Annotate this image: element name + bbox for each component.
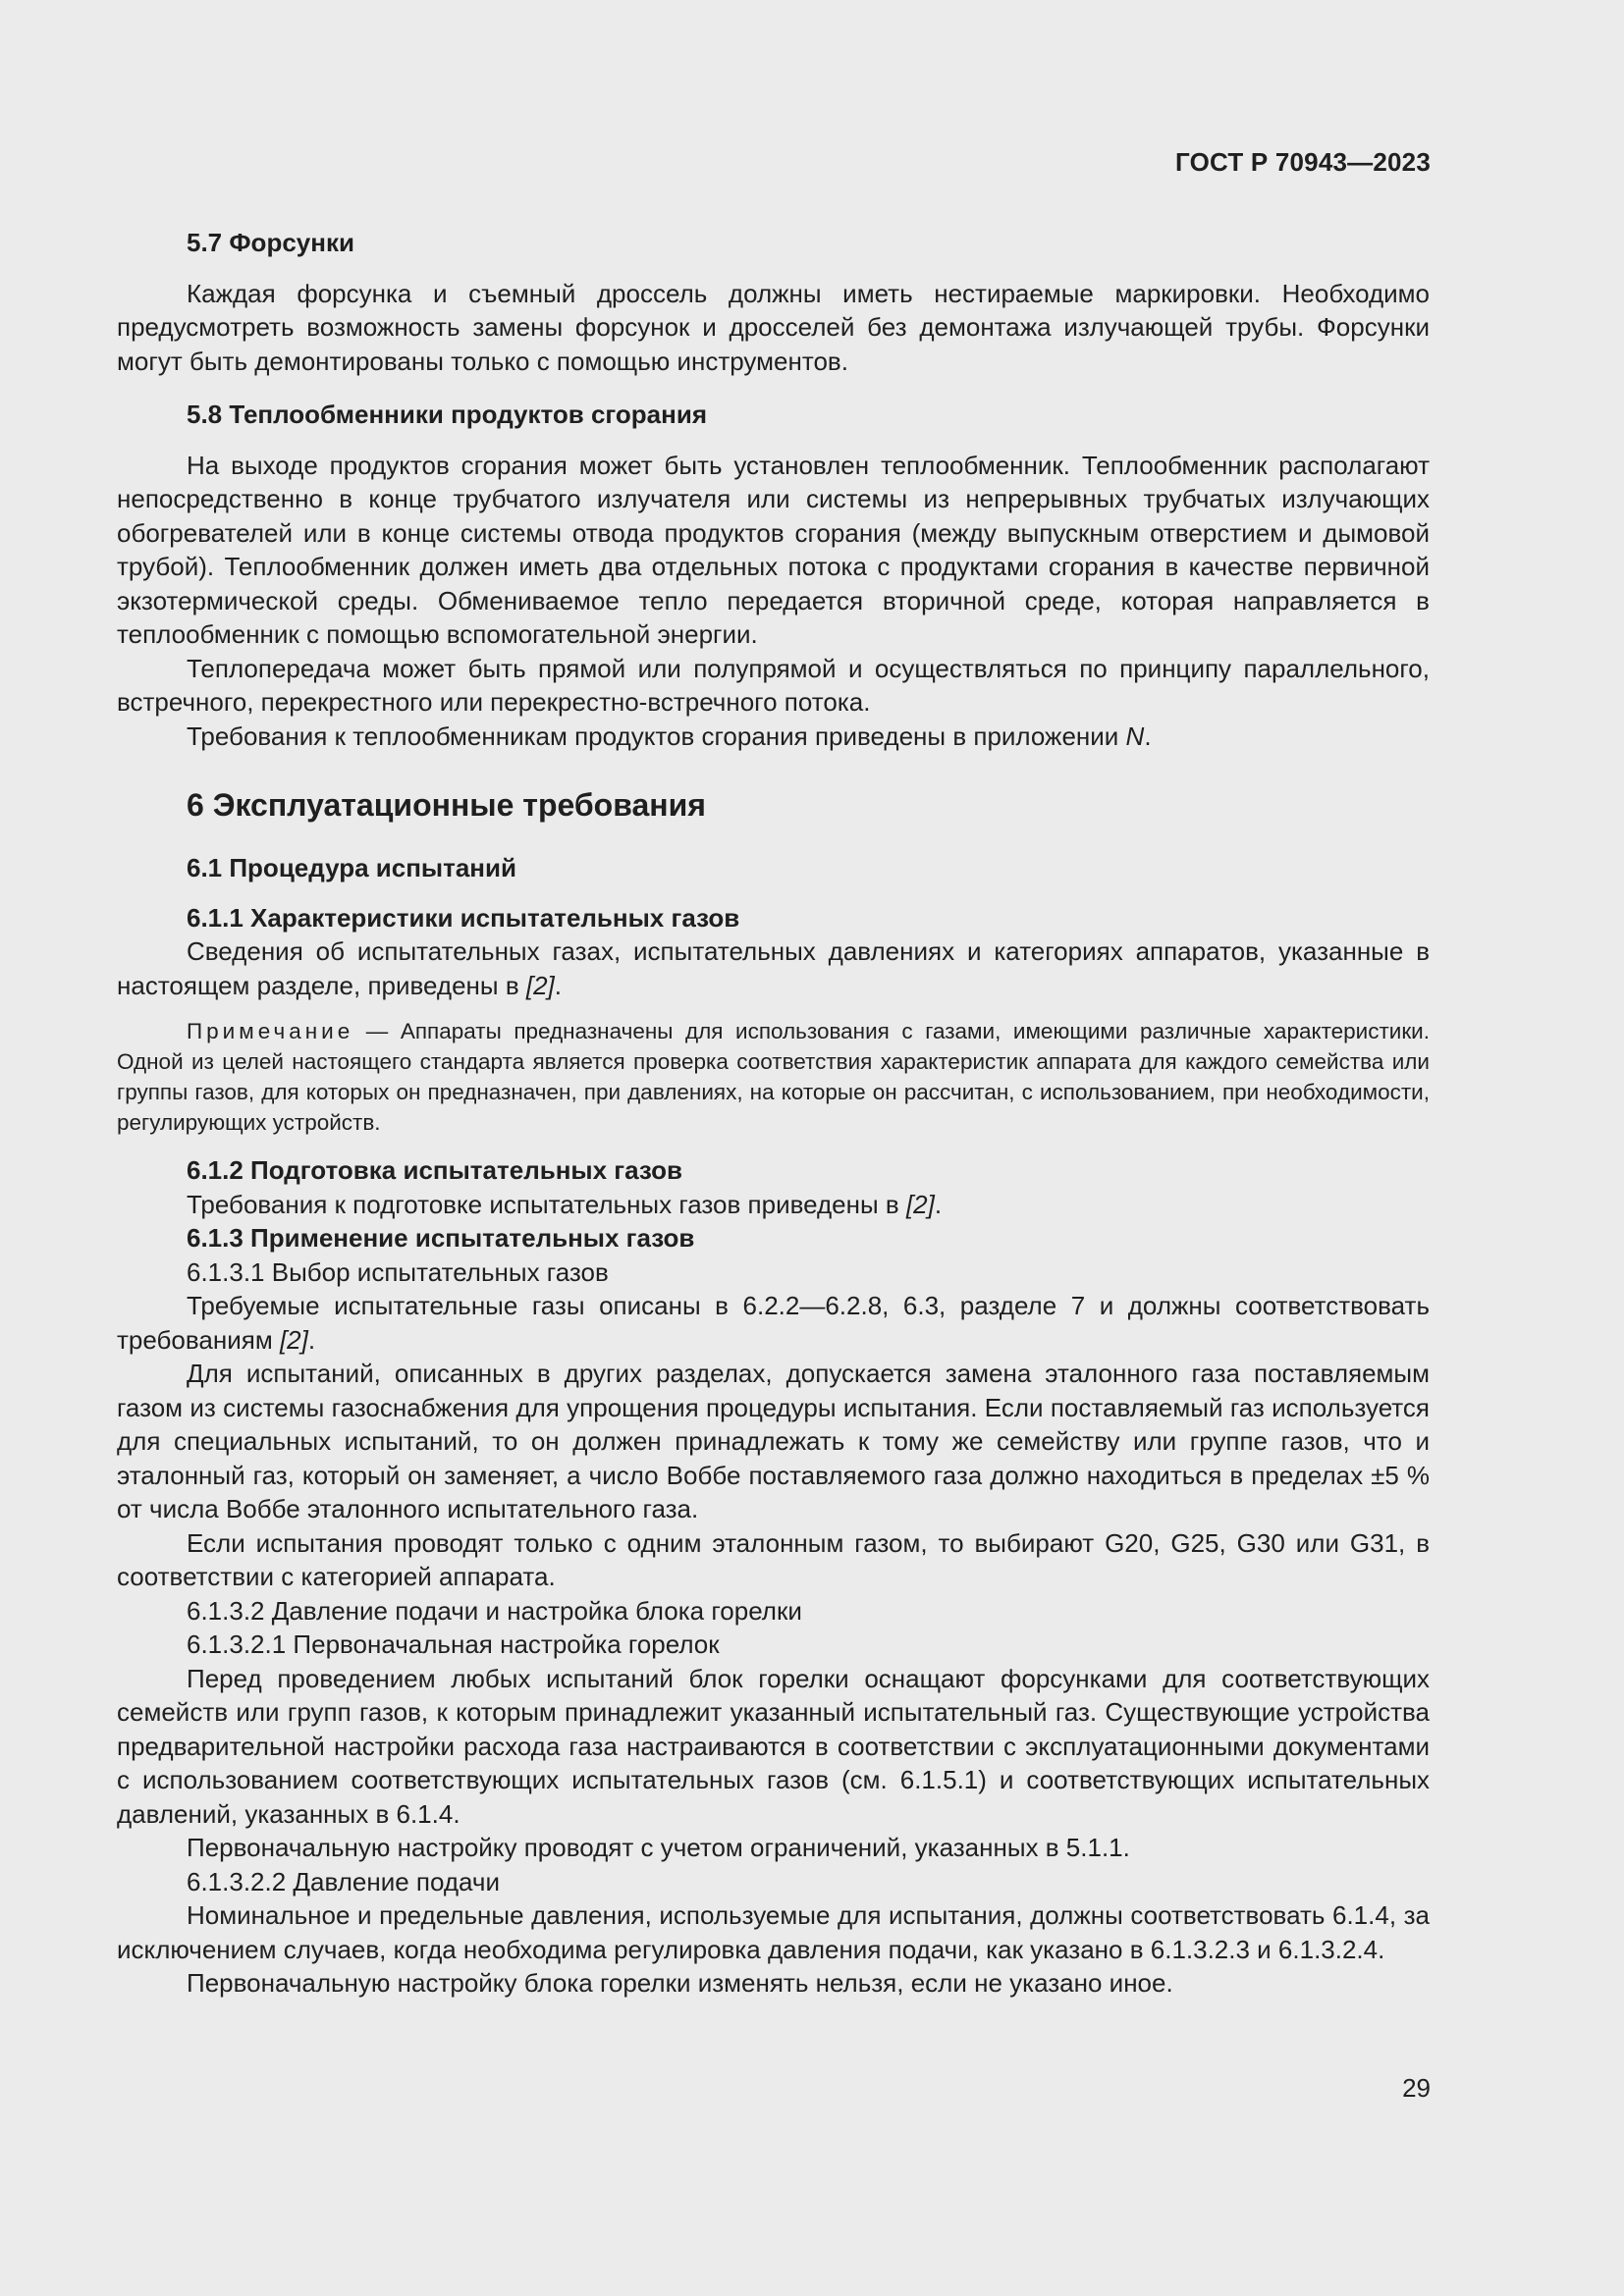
note-label: Примечание	[187, 1019, 354, 1043]
annex-reference: N	[1125, 721, 1145, 751]
note-text: — Аппараты предназначены для использования с газами, имеющими различные характеристики. Одной из целей настоящего стандарта является проверка соответствия характеристик аппарата для каждого семейства или группы газов, для которых он предназначен, при давлениях, на которые он рассчитан, с использованием, при необходимости, регулирующих устройств.	[117, 1019, 1430, 1135]
bibliography-reference: [2]	[905, 1189, 935, 1219]
section-6-1-3-2-2-title: 6.1.3.2.2 Давление подачи	[187, 1866, 500, 1896]
section-6-1-1-paragraph	[117, 934, 1430, 1002]
section-6-1-2-title: 6.1.2 Подготовка испытательных газов	[187, 1155, 683, 1185]
paragraph-text-end: .	[934, 1189, 943, 1219]
section-6-1-3-2-1-title: 6.1.3.2.1 Первоначальная настройка горелок	[187, 1629, 720, 1659]
paragraph-text-end: .	[307, 1324, 316, 1355]
section-6-1-3-title: 6.1.3 Применение испытательных газов	[187, 1223, 695, 1253]
section-5-8-paragraph-1: На выходе продуктов сгорания может быть установлен теплообменник. Теплообменник располагают непосредственно в конце трубчатого излучателя или системы из непрерывных трубчатых излучающих обогревателей или в конце системы отвода продуктов сгорания (между выпускным отверстием и дымовой трубой). Теплообменник должен иметь два отдельных потока с продуктами сгорания в качестве первичной экзотермической среды. Обмениваемое тепло передается вторичной среде, которая направляется в теплообменник с помощью вспомогательной энергии.	[117, 450, 1430, 649]
paragraph-text-end: .	[1144, 721, 1152, 751]
section-6-1-3-1-paragraph-2: Для испытаний, описанных в других разделах, допускается замена эталонного газа поставляемым газом из системы газоснабжения для упрощения процедуры испытания. Если поставляемый газ используется для специальных испытаний, то он должен принадлежать к тому же семейству или группе газов, что и эталонный газ, который он заменяет, а число Воббе поставляемого газа должно находиться в пределах ±5 % от числа Воббе эталонного испытательного газа.	[117, 1359, 1430, 1523]
section-6-1-3-2-2-paragraph-1: Номинальное и предельные давления, используемые для испытания, должны соответствовать 6.1.4, за исключением случаев, когда необходима регулировка давления подачи, как указано в 6.1.3.2.3 и 6.1.3.2.4.	[117, 1900, 1430, 1964]
paragraph-text: Требуемые испытательные газы описаны в 6.2.2—6.2.8, 6.3, разделе 7 и должны соответствовать требованиям	[117, 1291, 1430, 1355]
paragraph-text: Требования к подготовке испытательных газов приведены в	[187, 1189, 906, 1219]
page-number: 29	[1402, 2073, 1431, 2103]
document-id: ГОСТ Р 70943—2023	[1175, 147, 1431, 177]
section-6-1-3-1-paragraph-1	[117, 1289, 1430, 1357]
section-6-1-3-2-2-paragraph-2: Первоначальную настройку блока горелки изменять нельзя, если не указано иное.	[187, 1968, 1173, 1998]
section-6-1-1-title: 6.1.1 Характеристики испытательных газов	[187, 902, 740, 933]
section-5-8-paragraph-3	[117, 720, 1430, 754]
section-5-7-title: 5.7 Форсунки	[187, 228, 354, 257]
note-paragraph	[117, 1016, 1430, 1138]
section-6-1-title: 6.1 Процедура испытаний	[187, 853, 516, 882]
section-6-1-3-2-title: 6.1.3.2 Давление подачи и настройка блока горелки	[187, 1595, 802, 1626]
section-6-1-3-2-1-paragraph-2: Первоначальную настройку проводят с учетом ограничений, указанных в 5.1.1.	[187, 1833, 1130, 1862]
bibliography-reference: [2]	[525, 970, 555, 1000]
page-content	[117, 219, 1430, 2001]
section-6-1-3-1-title: 6.1.3.1 Выбор испытательных газов	[187, 1256, 609, 1287]
section-6-1-2-paragraph	[117, 1188, 1430, 1222]
section-5-8-paragraph-2: Теплопередача может быть прямой или полупрямой и осуществляться по принципу параллельного, встречного, перекрестного или перекрестно-встречного потока.	[117, 653, 1430, 717]
paragraph-text-end: .	[554, 970, 563, 1000]
section-6-1-3-1-paragraph-3: Если испытания проводят только с одним эталонным газом, то выбирают G20, G25, G30 или G31, в соответствии с категорией аппарата.	[117, 1527, 1430, 1591]
paragraph-text: Требования к теплообменникам продуктов сгорания приведены в приложении	[187, 721, 1126, 751]
section-6-1-3-2-1-paragraph-1: Перед проведением любых испытаний блок горелки оснащают форсунками для соответствующих семейств или групп газов, к которым принадлежит указанный испытательный газ. Существующие устройства предварительной настройки расхода газа настраиваются в соответствии с эксплуатационными документами с использованием соответствующих испытательных газов (см. 6.1.5.1) и соответствующих испытательных давлений, указанных в 6.1.4.	[117, 1663, 1430, 1829]
section-5-7-paragraph: Каждая форсунка и съемный дроссель должны иметь нестираемые маркировки. Необходимо предусмотреть возможность замены форсунок и дросселей без демонтажа излучающей трубы. Форсунки могут быть демонтированы только с помощью инструментов.	[117, 278, 1430, 376]
bibliography-reference: [2]	[279, 1324, 308, 1355]
section-6-title: 6 Эксплуатационные требования	[187, 787, 706, 823]
paragraph-text: Сведения об испытательных газах, испытательных давлениях и категориях аппаратов, указанные в настоящем разделе, приведены в	[117, 936, 1430, 1000]
section-5-8-title: 5.8 Теплообменники продуктов сгорания	[187, 400, 708, 429]
